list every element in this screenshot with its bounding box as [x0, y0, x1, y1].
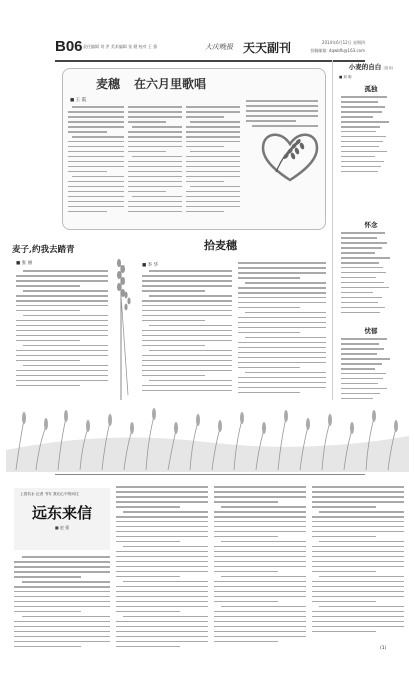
lower-feature-title: 远东来信	[31, 504, 92, 522]
top-article-title	[96, 75, 206, 92]
top-article-byline: ■ 王 霞	[70, 98, 87, 103]
left-article-body	[16, 270, 108, 390]
title-part-2: 在六月里歌唱	[134, 77, 207, 91]
top-article-col-3	[186, 106, 240, 216]
middle-article-title: 拾麦穗	[204, 239, 237, 252]
wheat-heart-illustration	[258, 128, 322, 184]
lower-col-1	[14, 556, 110, 651]
sidebar-title-text: 小麦的自白	[348, 63, 382, 71]
page-header	[55, 38, 365, 62]
poem-title-1: 孤独	[364, 85, 378, 93]
lower-feature-byline: ■ 赵 强	[54, 525, 70, 530]
poem-body-1	[341, 96, 399, 176]
left-article-byline: ■ 张 丽	[16, 261, 33, 266]
middle-article-col-1	[142, 270, 232, 395]
continued-marker: (1)	[380, 646, 387, 651]
lower-feature-box	[14, 488, 110, 550]
lower-feature-kicker: 上善若水 记者 书写 我们心中的向往	[20, 492, 79, 496]
title-part-1: 麦穗	[96, 77, 121, 91]
section-code: B06	[55, 38, 83, 55]
section-name: 天天副刊	[243, 41, 292, 55]
editor-credits: 责任编辑 刘 洪 美术编辑 张 健 校对 王 强	[83, 44, 158, 49]
sidebar-byline: ■ 刘 明	[339, 75, 352, 79]
poem-title-3: 忧郁	[364, 327, 378, 335]
middle-article-byline: ■ 李 华	[142, 263, 159, 268]
middle-article-col-2	[238, 262, 326, 397]
left-article-title: 麦子,约我去踏青	[12, 245, 75, 255]
poem-body-2	[341, 232, 399, 317]
wheat-stalk-illustration	[110, 255, 132, 405]
top-article-col-1	[68, 106, 124, 216]
lower-col-3	[214, 486, 306, 646]
wheat-field-illustration	[6, 400, 409, 472]
section-divider	[55, 474, 365, 475]
sidebar-title	[333, 62, 409, 71]
lower-col-2	[116, 486, 208, 650]
sidebar-title-note: (组诗)	[383, 66, 394, 70]
top-article-col-4	[246, 100, 318, 130]
contact-email: 投稿邮箱: dqwbfk@163.com	[310, 48, 365, 53]
lower-col-4	[312, 486, 404, 636]
newspaper-logo: 大庆晚报	[205, 43, 233, 51]
poem-title-2: 怀念	[364, 221, 378, 229]
poem-body-3	[341, 338, 399, 408]
top-article-col-2	[128, 106, 182, 216]
issue-date: 2014年6月12日 星期四	[321, 40, 365, 45]
